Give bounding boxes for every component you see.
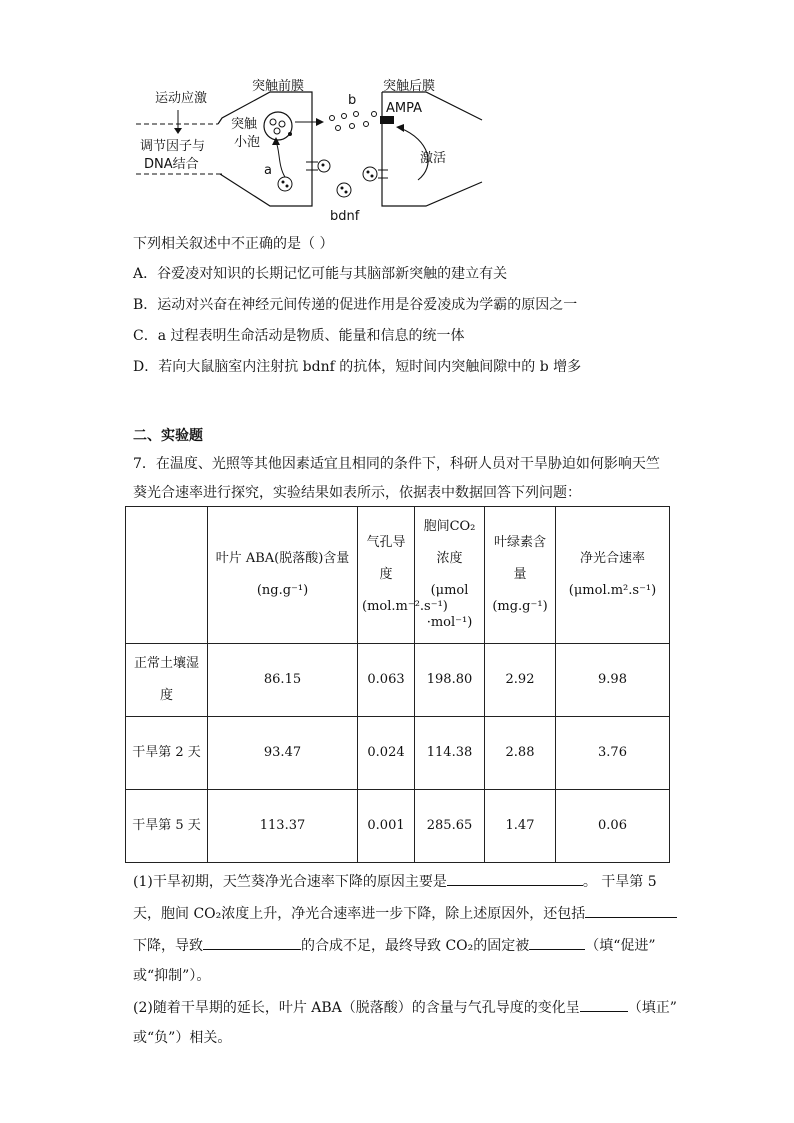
option-c: C．a 过程表明生命活动是物质、能量和信息的统一体 [133,328,465,344]
cell-co2: 285.65 [415,790,485,863]
cell-condition: 干旱第 5 天 [126,790,208,863]
cell-chlorophyll: 2.88 [485,717,556,790]
label-postsynaptic: 突触后膜 [383,79,436,94]
header-photosynthesis: 净光合速率(μmol.m².s⁻¹) [556,507,670,644]
label-vesicle-1: 突触 [231,117,258,132]
sub1-line2 [133,903,677,924]
cell-co2: 114.38 [415,717,485,790]
table-row [126,717,670,790]
cell-chlorophyll: 1.47 [485,790,556,863]
label-activate: 激活 [420,151,447,166]
answer-blank-1[interactable] [447,871,583,886]
label-vesicle-2: 小泡 [234,135,261,150]
sub1-line4: 或“抑制”）。 [133,968,211,984]
question7-stem-line2: 葵光合速率进行探究，实验结果如表所示，依据表中数据回答下列问题： [133,485,581,501]
header-stomatal: 气孔导度(mol.m⁻².s⁻¹) [358,507,415,644]
answer-blank-3[interactable] [203,935,301,950]
sub2-line1-text-b: （填正” [627,1000,677,1016]
cell-stomatal: 0.001 [358,790,415,863]
sub1-line1 [133,871,657,892]
cell-stomatal: 0.024 [358,717,415,790]
option-b: B．运动对兴奋在神经元间传递的促进作用是谷爱凌成为学霸的原因之一 [133,297,578,313]
cell-condition: 正常土壤湿度 [126,644,208,717]
cell-chlorophyll: 2.92 [485,644,556,717]
header-condition [126,507,208,644]
label-regulator-1: 调节因子与 [140,139,206,154]
label-ampa: AMPA [386,101,423,116]
synapse-diagram [130,70,530,230]
label-b: b [348,93,357,108]
label-presynaptic: 突触前膜 [252,79,305,94]
answer-blank-4[interactable] [529,935,585,950]
sub2-line2: 或“负”）相关。 [133,1030,232,1046]
sub1-line3 [133,935,656,956]
label-regulator-2: DNA结合 [144,157,199,172]
sub1-line1-text-a: (1)干旱初期，天竺葵净光合速率下降的原因主要是 [133,874,447,890]
label-bdnf: bdnf [330,209,360,224]
header-co2: 胞间CO₂浓度(μmol ·mol⁻¹) [415,507,485,644]
cell-photosynthesis: 9.98 [556,644,670,717]
sub2-line1 [133,997,677,1018]
results-table [125,506,670,863]
cell-aba: 93.47 [208,717,358,790]
answer-blank-5[interactable] [580,997,628,1012]
table-row [126,644,670,717]
answer-blank-2[interactable] [585,903,677,918]
cell-photosynthesis: 0.06 [556,790,670,863]
table-row [126,790,670,863]
cell-condition: 干旱第 2 天 [126,717,208,790]
header-chlorophyll: 叶绿素含量(mg.g⁻¹) [485,507,556,644]
cell-aba: 113.37 [208,790,358,863]
cell-co2: 198.80 [415,644,485,717]
option-a: A．谷爱凌对知识的长期记忆可能与其脑部新突触的建立有关 [133,266,508,282]
label-a: a [264,163,272,178]
sub1-line3-text-b: 的合成不足，最终导致 CO₂的固定被 [301,938,530,954]
sub2-line1-text-a: (2)随着干旱期的延长，叶片 ABA（脱落酸）的含量与气孔导度的变化呈 [133,1000,580,1016]
question6-stem: 下列相关叙述中不正确的是（ ） [133,236,334,252]
section-title: 二、实验题 [133,428,203,444]
label-exercise-stress: 运动应激 [155,91,208,106]
sub1-line3-text-c: （填“促进” [585,938,656,954]
cell-aba: 86.15 [208,644,358,717]
sub1-line1-text-b: 。 干旱第 5 [582,874,657,890]
option-d: D．若向大鼠脑室内注射抗 bdnf 的抗体，短时间内突触间隙中的 b 增多 [133,359,582,375]
cell-photosynthesis: 3.76 [556,717,670,790]
sub1-line3-text-a: 下降，导致 [133,938,203,954]
sub1-line2-text: 天，胞间 CO₂浓度上升，净光合速率进一步下降，除上述原因外，还包括 [133,906,586,922]
header-aba: 叶片 ABA(脱落酸)含量(ng.g⁻¹) [208,507,358,644]
question7-stem-line1: 7．在温度、光照等其他因素适宜且相同的条件下，科研人员对干旱胁迫如何影响天竺 [133,456,660,472]
cell-stomatal: 0.063 [358,644,415,717]
